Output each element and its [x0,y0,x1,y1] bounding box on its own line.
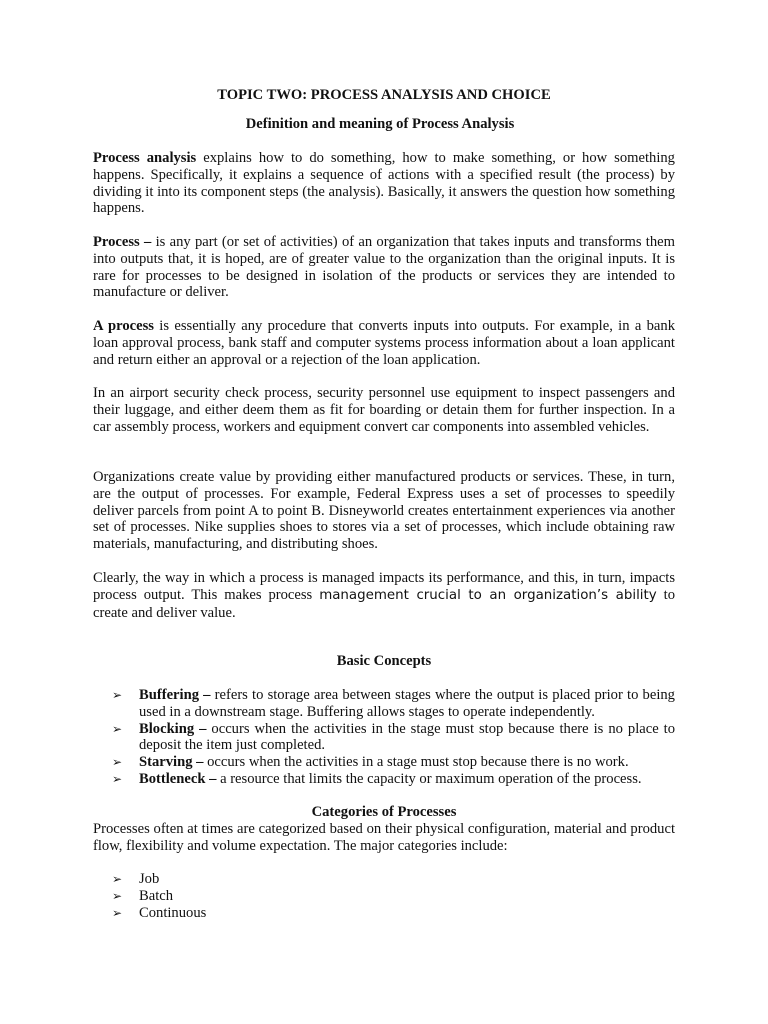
paragraph-clearly [93,570,675,621]
term-process-analysis: Process analysis [93,150,197,166]
document-page [93,0,675,1024]
category-job: Job [139,871,160,887]
term-blocking: Blocking – [139,720,207,737]
term-bottleneck: Bottleneck – [139,770,217,787]
paragraph-text-tail: management crucial to an organization’s ability [319,587,657,603]
paragraph-process-analysis [93,150,675,217]
document-subtitle: Definition and meaning of Process Analysis [245,116,515,132]
list-item [93,871,675,888]
term-buffering: Buffering – [139,687,211,703]
paragraph-text: explains how to do something, how to make something, or how something happens. Specifically, it explains a sequence of actions with a specified result (the process) by dividing it into its component steps (the analysis). Basically, it answers the question how something happens. [93,150,675,217]
term-process: Process – [93,234,152,250]
list-item-text: a resource that limits the capacity or maximum operation of the process. [216,770,642,787]
basic-concepts-heading: Basic Concepts [336,653,432,669]
list-item-text: occurs when the activities in the stage must stop because there is no place to deposit the item just completed. [139,720,676,754]
list-item [93,905,675,922]
list-item [93,687,675,721]
paragraph-organizations-value: Organizations create value by providing either manufactured products or services. These, in turn, are the output of processes. For example, Federal Express uses a set of processes to speedily deliver parcels from point A to point B. Disneyworld creates entertainment experiences via another set of processes. Nike supplies shoes to stores via a set of processes, which include obtaining raw materials, manufacturing, and distributing shoes. [93,469,675,553]
categories-heading: Categories of Processes [311,804,457,820]
paragraph-text: Clearly, the way in which a process is managed impacts its performance, and this, in turn, impacts process output. This makes process [93,570,675,603]
arrow-bullet-icon: ➢ [112,872,123,886]
list-item-text: occurs when the activities in a stage must stop because there is no work. [203,754,629,771]
arrow-bullet-icon: ➢ [112,755,123,770]
categories-list [93,871,675,921]
basic-concepts-list [93,687,675,788]
paragraph-airport-example: In an airport security check process, security personnel use equipment to inspect passengers and their luggage, and either deem them as fit for boarding or detain them for further inspection. In a car assembly process, workers and equipment convert car components into assembled vehicles. [93,385,675,435]
paragraph-text: is essentially any procedure that converts inputs into outputs. For example, in a bank loan approval process, bank staff and computer systems process information about a loan applicant and return either an approval or a rejection of the loan application. [93,318,675,368]
paragraph-text-end: to create and deliver value. [93,586,676,621]
category-batch: Batch [139,887,174,904]
paragraph-text: is any part (or set of activities) of an organization that takes inputs and transforms them into outputs that, it is hoped, are of greater value to the organization than the original inputs. It is rare for processes to be designed in isolation of the products or services they are intended to manufacture or deliver. [93,234,675,301]
term-a-process: A process [93,318,154,334]
term-starving: Starving – [139,754,204,771]
arrow-bullet-icon: ➢ [112,888,123,903]
category-continuous: Continuous [139,904,207,921]
list-item [93,721,675,755]
list-item [93,888,675,905]
categories-intro: Processes often at times are categorized based on their physical configuration, material and product flow, flexibility and volume expectation. The major categories include: [93,821,675,854]
paragraph-a-process [93,318,675,368]
paragraph-process [93,234,675,301]
list-item [93,754,675,771]
arrow-bullet-icon: ➢ [112,721,123,736]
list-item [93,771,675,788]
arrow-bullet-icon: ➢ [112,688,123,702]
document-title: TOPIC TWO: PROCESS ANALYSIS AND CHOICE [217,87,551,103]
arrow-bullet-icon: ➢ [112,905,123,920]
arrow-bullet-icon: ➢ [112,771,123,786]
list-item-text: refers to storage area between stages where the output is placed prior to being used in a downstream stage. Buffering allows stages to operate independently. [139,687,675,720]
